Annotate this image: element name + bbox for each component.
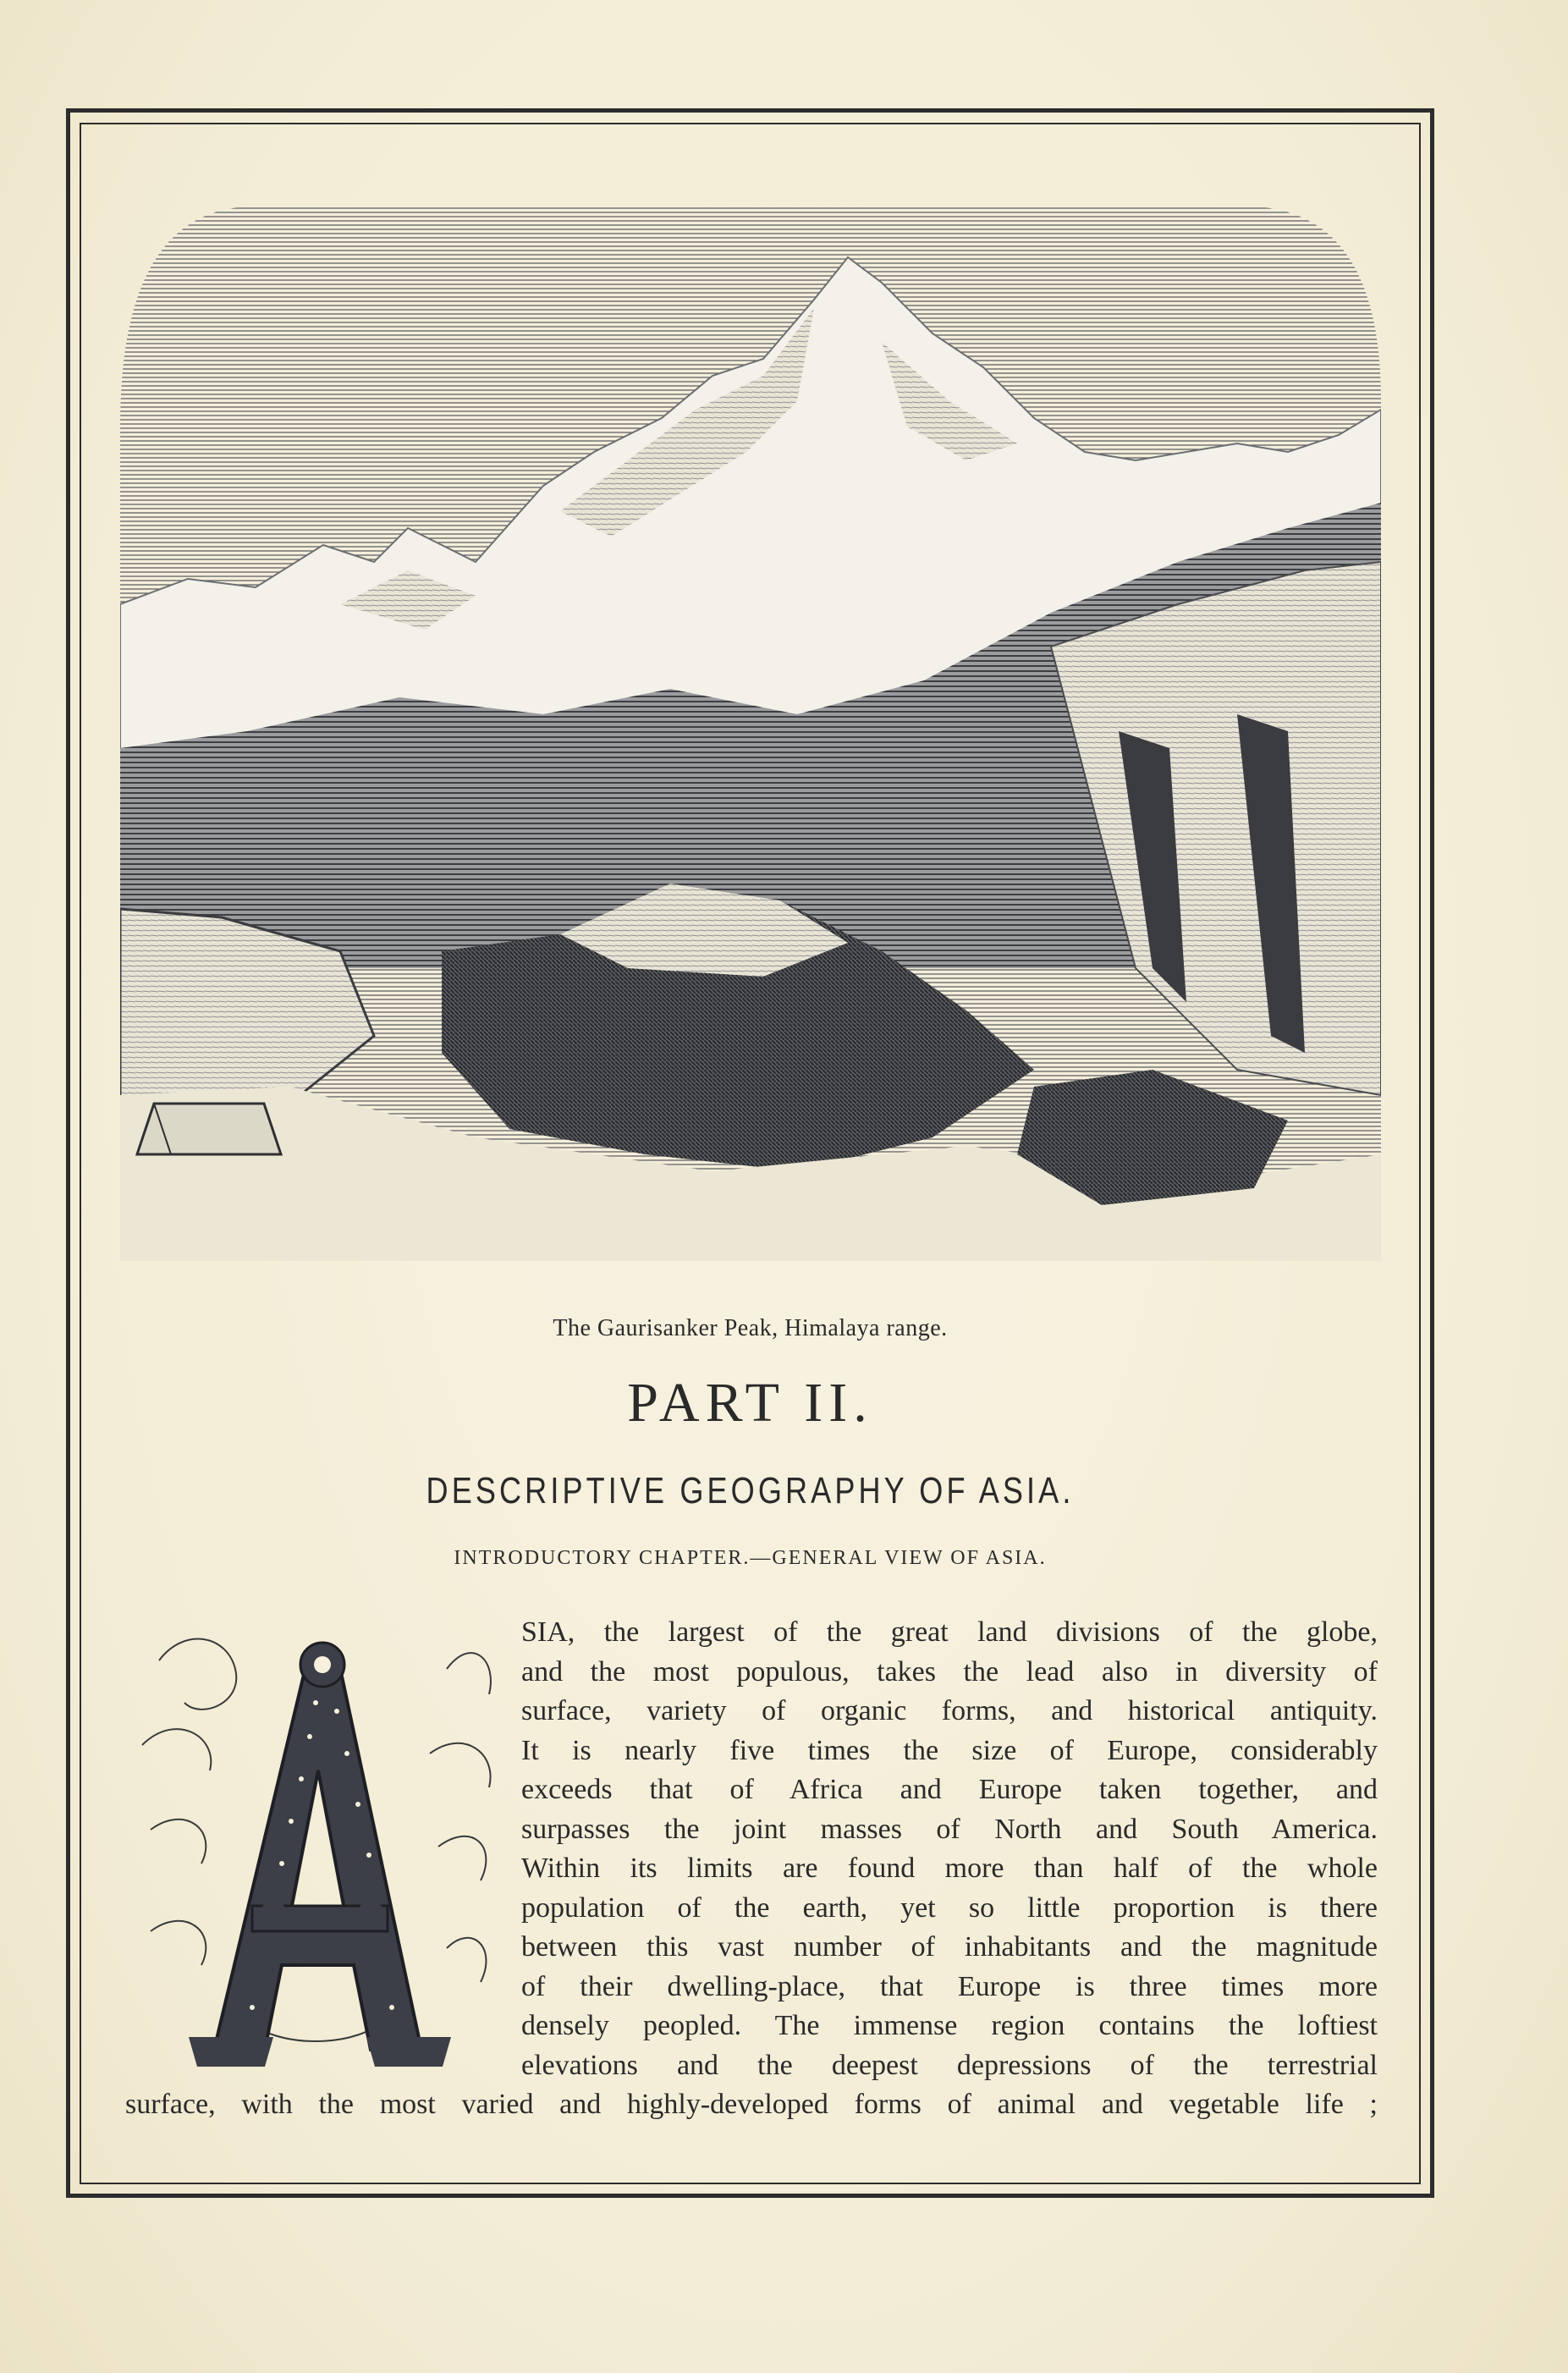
body-paragraph bbox=[125, 1613, 1378, 2125]
text-line: between this vast number of inhabitants and the magnitude bbox=[521, 1931, 1378, 1963]
text-line: elevations and the deepest depressions of the terrestrial bbox=[521, 2049, 1378, 2081]
text-line: and the most populous, takes the lead also in diversity of bbox=[521, 1655, 1378, 1688]
text-line: Within its limits are found more than half of the whole bbox=[521, 1853, 1378, 1884]
text-line: surface, variety of organic forms, and historical antiquity. bbox=[521, 1695, 1378, 1726]
text-line: population of the earth, yet so little proportion is there bbox=[521, 1891, 1378, 1924]
part-title: PART II. bbox=[627, 1372, 873, 1434]
text-line: surpasses the joint masses of North and South America. bbox=[521, 1813, 1378, 1845]
text-line: densely peopled. The immense region contains the loftiest bbox=[521, 2010, 1378, 2041]
text-line: surface, with the most varied and highly-developed forms of animal and vegetable life ; bbox=[125, 2089, 1378, 2120]
chapter-subtitle: INTRODUCTORY CHAPTER.—GENERAL VIEW OF ASIA. bbox=[454, 1547, 1047, 1569]
text-line: SIA, the largest of the great land divisions of the globe, bbox=[521, 1616, 1378, 1648]
text-line: of their dwelling-place, that Europe is three times more bbox=[521, 1970, 1378, 2002]
text-line: It is nearly five times the size of Europe, considerably bbox=[521, 1734, 1378, 1766]
chapter-title: DESCRIPTIVE GEOGRAPHY OF ASIA. bbox=[426, 1470, 1075, 1511]
illustration-caption: The Gaurisanker Peak, Himalaya range. bbox=[553, 1315, 948, 1341]
gaurisanker-peak-engraving bbox=[120, 206, 1381, 1261]
text-line: exceeds that of Africa and Europe taken together, and bbox=[521, 1774, 1378, 1805]
